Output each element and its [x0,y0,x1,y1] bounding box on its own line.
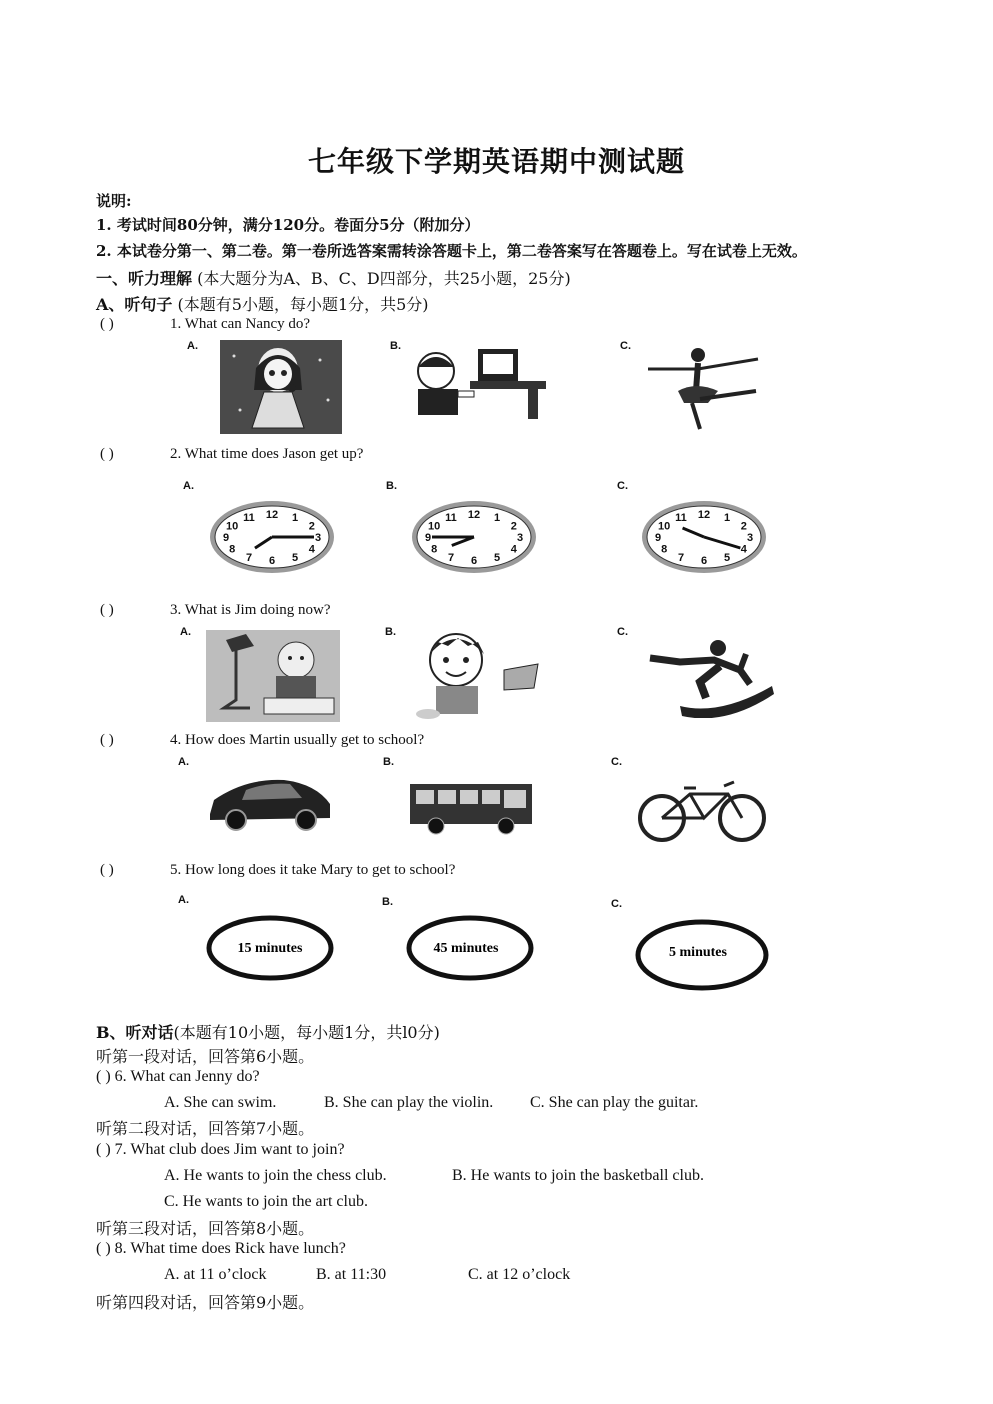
option-label-c: C. [617,626,628,638]
option-label-c: C. [617,480,628,492]
option-c: C. She can play the guitar. [530,1094,699,1111]
option-label-a: A. [187,340,198,352]
question-5 [100,862,455,879]
dialog-2-intro: 听第二段对话，回答第7小题。 [96,1119,315,1138]
dancing-girl-image [638,343,788,433]
option-label-c: C. [620,340,631,352]
clock-number: 7 [677,551,685,564]
question-number: 4. [170,732,182,748]
snowboarder-image [640,636,776,718]
answer-blank[interactable]: ( ) [100,602,114,618]
question-2 [100,446,363,463]
option-label-b: B. [390,340,401,352]
answer-blank[interactable]: ( ) [96,1141,111,1158]
clock-number: 4 [308,543,315,556]
clock-number: 3 [746,532,754,544]
section-a-desc: (本题有5小题，每小题1分，共5分) [177,295,429,314]
notes-line-2: 2. 本试卷分第一、第二卷。第一卷所选答案需转涂答题卡上，第二卷答案写在答题卷上。写在试卷上无效。 [96,242,807,260]
question-text: What is Jim doing now? [184,602,331,618]
question-text: What can Nancy do? [184,316,311,332]
boy-studying-image [206,630,340,722]
clock-c-image [638,497,770,577]
question-1 [100,316,310,333]
option-c: C. at 12 o’clock [468,1266,571,1283]
section-b-desc: (本题有10小题，每小题1分，共l0分) [173,1023,440,1042]
clock-number: 5 [493,551,501,564]
bus-image [408,778,534,836]
question-7 [96,1141,345,1159]
clock-b-image [408,497,540,577]
singing-girl-image [220,340,342,434]
clock-number: 1 [493,512,501,525]
notes-heading: 说明: [96,192,132,210]
clock-number: 4 [510,543,517,556]
clock-number: 10 [428,520,441,533]
question-text: What time does Jason get up? [184,446,364,462]
answer-blank[interactable]: ( ) [100,862,114,878]
clock-number: 7 [245,551,253,564]
clock-number: 9 [222,532,230,544]
clock-number: 6 [700,555,708,567]
section-a-title: A、听句子 [96,295,173,314]
oval-text: 45 minutes [433,941,499,956]
clock-number: 2 [308,520,315,533]
dialog-1-intro: 听第一段对话，回答第6小题。 [96,1047,315,1066]
answer-blank[interactable]: ( ) [100,316,114,332]
answer-blank[interactable]: ( ) [96,1240,111,1257]
bicycle-image [632,778,772,842]
clock-number: 6 [268,555,276,567]
clock-number: 8 [229,543,236,556]
section-b-heading [96,1020,440,1043]
option-a: A. at 11 o’clock [164,1266,267,1283]
clock-number: 6 [470,555,478,567]
dialog-4-intro: 听第四段对话，回答第9小题。 [96,1293,315,1312]
option-label-a: A. [180,626,191,638]
question-text: 6. What can Jenny do? [114,1068,260,1085]
answer-blank[interactable]: ( ) [100,732,114,748]
car-image [206,770,334,832]
computer-boy-image [408,345,548,423]
clock-number: 11 [445,512,457,525]
clock-number: 12 [467,509,481,521]
question-text: How does Martin usually get to school? [185,732,425,748]
option-b: B. She can play the violin. [324,1094,494,1111]
duration-oval-b [404,912,536,984]
clock-number: 2 [740,520,747,533]
clock-number: 1 [723,512,731,525]
clock-number: 1 [291,512,299,525]
question-text: 8. What time does Rick have lunch? [114,1240,346,1257]
clock-number: 11 [675,512,687,525]
question-number: 1. [170,316,182,332]
clock-number: 5 [291,551,299,564]
clock-number: 7 [447,551,455,564]
question-number: 5. [170,862,182,878]
clock-number: 3 [516,532,524,544]
option-label-b: B. [383,756,394,768]
clock-number: 9 [654,532,662,544]
section-b-title: B、听对话 [96,1023,174,1042]
clock-number: 11 [243,512,255,525]
question-number: 2. [170,446,182,462]
oval-text: 15 minutes [237,941,303,956]
question-8 [96,1240,346,1258]
option-b: B. at 11:30 [316,1266,387,1283]
boy-reading-image [408,628,542,722]
option-b: B. He wants to join the basketball club. [452,1167,704,1184]
page-title: 七年级下学期英语期中测试题 [307,145,685,178]
option-label-a: A. [178,894,189,906]
option-label-b: B. [382,896,393,908]
option-c: C. He wants to join the art club. [164,1193,368,1210]
notes-line-1: 1. 考试时间80分钟，满分120分。卷面分5分（附加分） [96,216,480,234]
clock-number: 2 [510,520,517,533]
clock-number: 10 [658,520,671,533]
clock-number: 12 [697,509,711,521]
part1-title: 一、听力理解 [96,269,193,288]
question-text: 7. What club does Jim want to join? [114,1141,345,1158]
clock-number: 4 [740,543,747,556]
duration-oval-a [204,912,336,984]
option-label-b: B. [386,480,397,492]
answer-blank[interactable]: ( ) [96,1068,111,1085]
duration-oval-c [632,916,772,994]
option-label-c: C. [611,898,622,910]
option-a: A. She can swim. [164,1094,277,1111]
clock-number: 10 [226,520,239,533]
section-a-heading [96,292,429,315]
clock-number: 9 [424,532,432,544]
question-number: 3. [170,602,182,618]
question-4 [100,732,424,749]
question-3 [100,602,331,619]
part1-heading [96,266,571,289]
question-text: How long does it take Mary to get to school? [185,862,456,878]
oval-text: 5 minutes [669,945,727,960]
part1-desc: (本大题分为A、B、C、D四部分，共25小题，25分) [197,269,571,288]
answer-blank[interactable]: ( ) [100,446,114,462]
option-label-c: C. [611,756,622,768]
question-6 [96,1068,260,1086]
dialog-3-intro: 听第三段对话，回答第8小题。 [96,1219,315,1238]
clock-number: 3 [314,532,322,544]
option-label-a: A. [178,756,189,768]
clock-number: 8 [661,543,668,556]
option-label-a: A. [183,480,194,492]
clock-number: 12 [265,509,279,521]
clock-number: 5 [723,551,731,564]
option-label-b: B. [385,626,396,638]
clock-number: 8 [431,543,438,556]
clock-a-image [206,497,338,577]
option-a: A. He wants to join the chess club. [164,1167,387,1184]
